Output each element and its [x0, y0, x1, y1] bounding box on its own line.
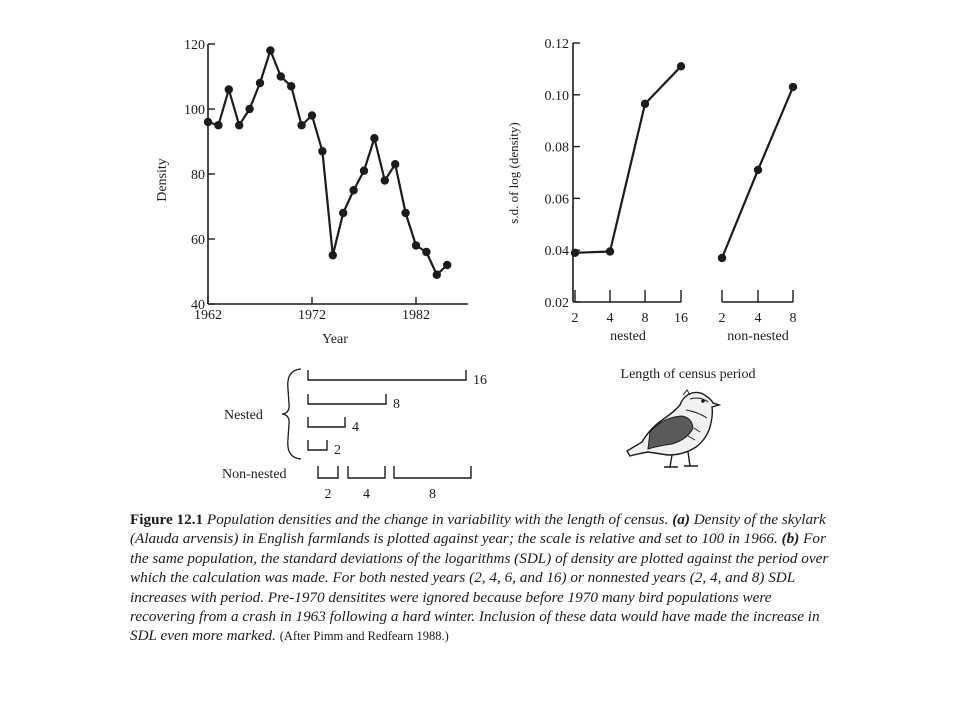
density-point	[287, 82, 295, 90]
caption-intro: Population densities and the change in variability with the length of census.	[206, 511, 669, 528]
density-point	[443, 261, 451, 269]
y-tick-label: 120	[184, 38, 205, 53]
density-point	[349, 186, 357, 194]
census-span	[394, 466, 471, 478]
density-point	[422, 248, 430, 256]
density-point	[329, 251, 337, 259]
census-span-label: 8	[429, 487, 436, 502]
x-tick-label: 1982	[402, 308, 430, 323]
caption-panel-a-text: Density of the skylark (Alauda arvensis) in English farmlands is plotted against year; the scale is relative and set to 100 in 1966.	[130, 511, 826, 548]
group-label: non-nested	[727, 329, 789, 344]
y-tick-label: 0.10	[544, 88, 569, 104]
census-span-diagram	[222, 369, 487, 502]
density-point	[318, 147, 326, 155]
census-span	[308, 370, 466, 380]
density-point	[370, 134, 378, 142]
census-span	[348, 466, 385, 478]
x-axis-label: Year	[322, 332, 348, 347]
census-span-label: 16	[473, 373, 487, 388]
y-tick-label: 0.08	[544, 140, 569, 156]
census-span-label: 2	[324, 487, 332, 502]
density-point	[360, 167, 368, 175]
nested-label: Nested	[224, 408, 263, 423]
density-point	[391, 160, 399, 168]
y-axis-label: s.d. of log (density)	[506, 122, 521, 224]
sdl-point	[571, 249, 579, 257]
x-tick-label: 4	[606, 311, 614, 326]
density-point	[266, 46, 274, 54]
census-span-label: 2	[334, 443, 341, 458]
x-axis-label: Length of census period	[620, 367, 756, 382]
density-point	[339, 209, 347, 217]
sdl-point	[754, 166, 762, 174]
census-span	[318, 466, 338, 478]
density-point	[204, 118, 212, 126]
figure-caption	[130, 510, 830, 647]
figure-label: Figure 12.1	[130, 511, 204, 528]
y-axis-label: Density	[155, 158, 170, 202]
density-point	[214, 121, 222, 129]
density-point	[277, 72, 285, 80]
x-tick-label: 1972	[298, 308, 326, 323]
census-span-label: 4	[363, 487, 370, 502]
x-tick-label: 2	[718, 311, 726, 326]
census-span	[308, 394, 386, 404]
y-tick-label: 80	[191, 168, 205, 183]
non-nested-label: Non-nested	[222, 467, 287, 482]
y-tick-label: 40	[191, 298, 205, 313]
caption-panel-b-text: For the same population, the standard deviations of the logarithms (SDL) of density are plotted against the period over which the calculation was made. For both nested years (2, 4, 6, and 16) or nonnested years (2, 4, and 8) SDL increases with period. Pre-1970 densitites were ignored because before 1970 many bird populations were recovering from a crash in 1963 following a hard winter. Inclusion of these data would have made the increase in SDL even more marked.	[130, 530, 829, 645]
density-by-year-chart	[155, 38, 468, 347]
density-point	[433, 271, 441, 279]
x-tick-label: 2	[571, 311, 579, 326]
density-point	[412, 241, 420, 249]
census-span-label: 8	[393, 397, 400, 412]
density-point	[245, 105, 253, 113]
density-point	[401, 209, 409, 217]
sdl-by-period-chart	[506, 37, 797, 382]
x-tick-label: 16	[674, 311, 688, 326]
y-tick-label: 60	[191, 233, 205, 248]
y-tick-label: 0.06	[544, 192, 569, 208]
skylark-illustration	[627, 390, 719, 467]
density-point	[308, 111, 316, 119]
x-tick-label: 4	[754, 311, 762, 326]
density-point	[381, 176, 389, 184]
y-tick-label: 0.12	[544, 37, 569, 52]
caption-credit: (After Pimm and Redfearn 1988.)	[279, 629, 449, 644]
caption-panel-b-marker: (b)	[781, 530, 800, 548]
y-tick-label: 100	[184, 103, 205, 118]
density-point	[297, 121, 305, 129]
density-line	[208, 51, 447, 275]
x-tick-label: 8	[641, 311, 649, 326]
nested-brace	[282, 369, 301, 459]
density-point	[235, 121, 243, 129]
sdl-point	[718, 254, 726, 262]
x-tick-label: 8	[789, 311, 797, 326]
census-span	[308, 440, 327, 450]
bird-eye	[701, 399, 705, 403]
group-label: nested	[610, 329, 646, 344]
sdl-line	[575, 66, 681, 252]
density-point	[256, 79, 264, 87]
census-span-label: 4	[352, 420, 359, 435]
y-tick-label: 0.04	[544, 244, 569, 260]
caption-panel-a-marker: (a)	[672, 511, 690, 528]
density-point	[225, 85, 233, 93]
y-tick-label: 0.02	[544, 296, 569, 311]
census-span	[308, 417, 345, 427]
sdl-point	[789, 83, 797, 91]
sdl-point	[677, 62, 685, 70]
sdl-point	[641, 100, 649, 108]
x-tick-label: 1962	[194, 308, 222, 323]
sdl-point	[606, 247, 614, 255]
